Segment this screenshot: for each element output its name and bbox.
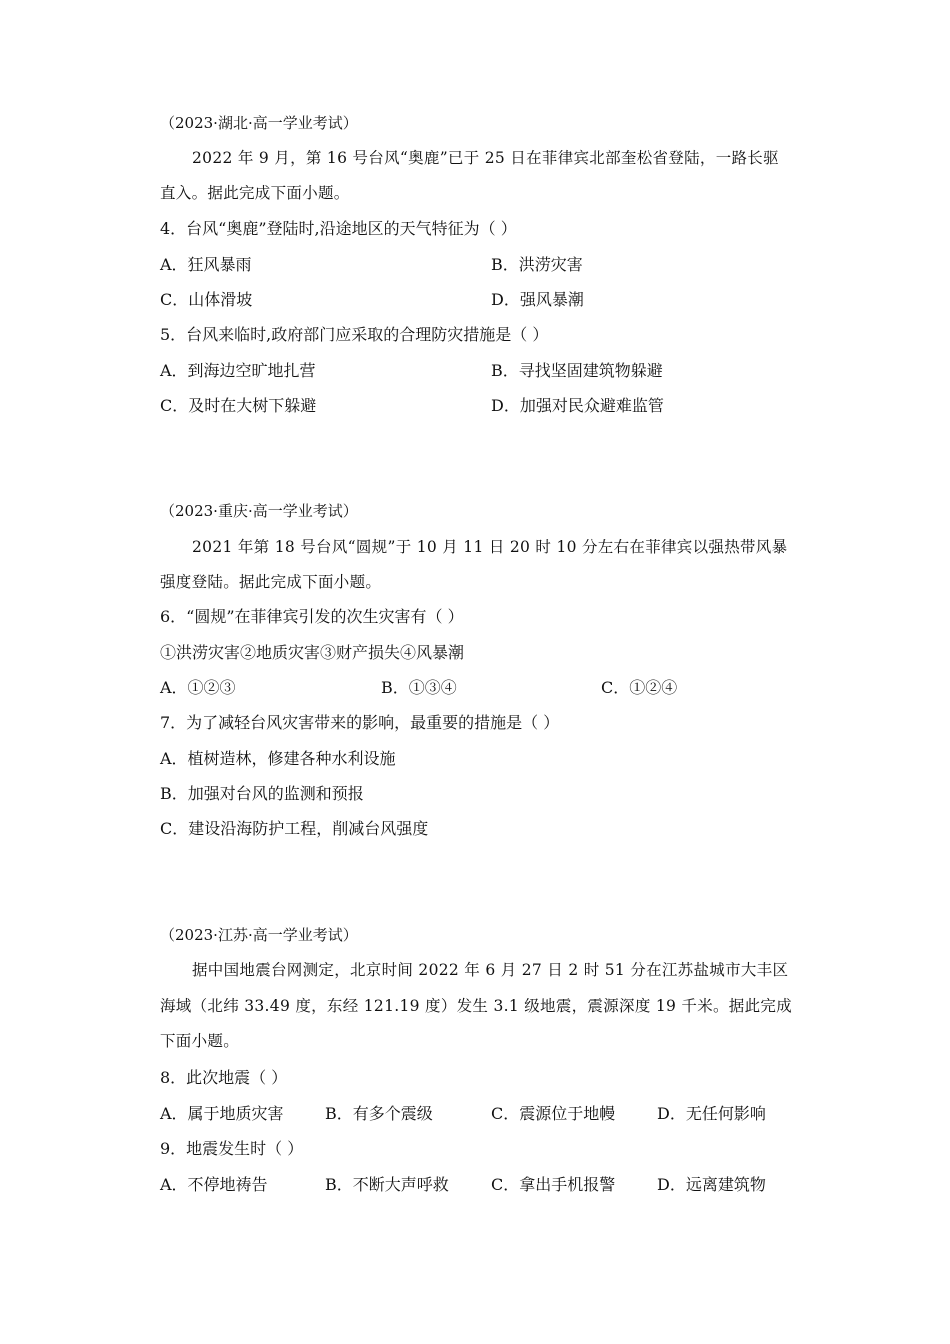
source-label: （2023·重庆·高一学业考试） [160,502,358,520]
q5-option-c: C．及时在大树下躲避 [160,396,317,415]
q8-option-d: D．无任何影响 [657,1104,766,1123]
passage-line: 下面小题。 [160,1032,240,1050]
question-8-stem: 8．此次地震（ ） [160,1068,288,1087]
q4-option-c: C．山体滑坡 [160,290,253,309]
passage-line: 海域（北纬 33.49 度，东经 121.19 度）发生 3.1 级地震，震源深度 19 千米。据此完成 [160,997,792,1015]
q8-option-a: A．属于地质灾害 [160,1104,284,1123]
q7-option-b: B．加强对台风的监测和预报 [160,784,364,803]
passage-line: 2021 年第 18 号台风“圆规”于 10 月 11 日 20 时 10 分左右在菲律宾以强热带风暴 [192,538,788,556]
passage-line: 据中国地震台网测定，北京时间 2022 年 6 月 27 日 2 时 51 分在江苏盐城市大丰区 [192,961,789,979]
question-6-stem: 6．“圆规”在菲律宾引发的次生灾害有（ ） [160,607,464,626]
q4-option-a: A．狂风暴雨 [160,255,252,274]
q8-option-b: B．有多个震级 [325,1104,433,1123]
q9-option-b: B．不断大声呼救 [325,1175,449,1194]
question-9-stem: 9．地震发生时（ ） [160,1139,304,1158]
q5-option-a: A．到海边空旷地扎营 [160,361,316,380]
q6-option-c: C．①②④ [601,678,678,697]
q5-option-b: B．寻找坚固建筑物躲避 [491,361,663,380]
q4-option-b: B．洪涝灾害 [491,255,583,274]
q9-option-a: A．不停地祷告 [160,1175,268,1194]
passage-line: 2022 年 9 月，第 16 号台风“奥鹿”已于 25 日在菲律宾北部奎松省登陆，一路长驱 [192,149,779,167]
question-4-stem: 4．台风“奥鹿”登陆时,沿途地区的天气特征为（ ） [160,219,517,238]
q9-option-c: C．拿出手机报警 [491,1175,616,1194]
q9-option-d: D．远离建筑物 [657,1175,766,1194]
q7-option-a: A．植树造林，修建各种水利设施 [160,749,396,768]
source-label: （2023·湖北·高一学业考试） [160,114,358,132]
source-label: （2023·江苏·高一学业考试） [160,926,358,944]
passage-line: 强度登陆。据此完成下面小题。 [160,573,382,591]
passage-line: 直入。据此完成下面小题。 [160,184,350,202]
q6-option-a: A．①②③ [160,678,236,697]
q8-option-c: C．震源位于地幔 [491,1104,616,1123]
q5-option-d: D．加强对民众避难监管 [491,396,664,415]
q4-option-d: D．强风暴潮 [491,290,584,309]
q7-option-c: C．建设沿海防护工程，削减台风强度 [160,819,429,838]
question-5-stem: 5．台风来临时,政府部门应采取的合理防灾措施是（ ） [160,325,549,344]
q6-option-b: B．①③④ [381,678,457,697]
question-6-statement: ①洪涝灾害②地质灾害③财产损失④风暴潮 [160,643,465,662]
question-7-stem: 7．为了减轻台风灾害带来的影响，最重要的措施是（ ） [160,713,560,732]
